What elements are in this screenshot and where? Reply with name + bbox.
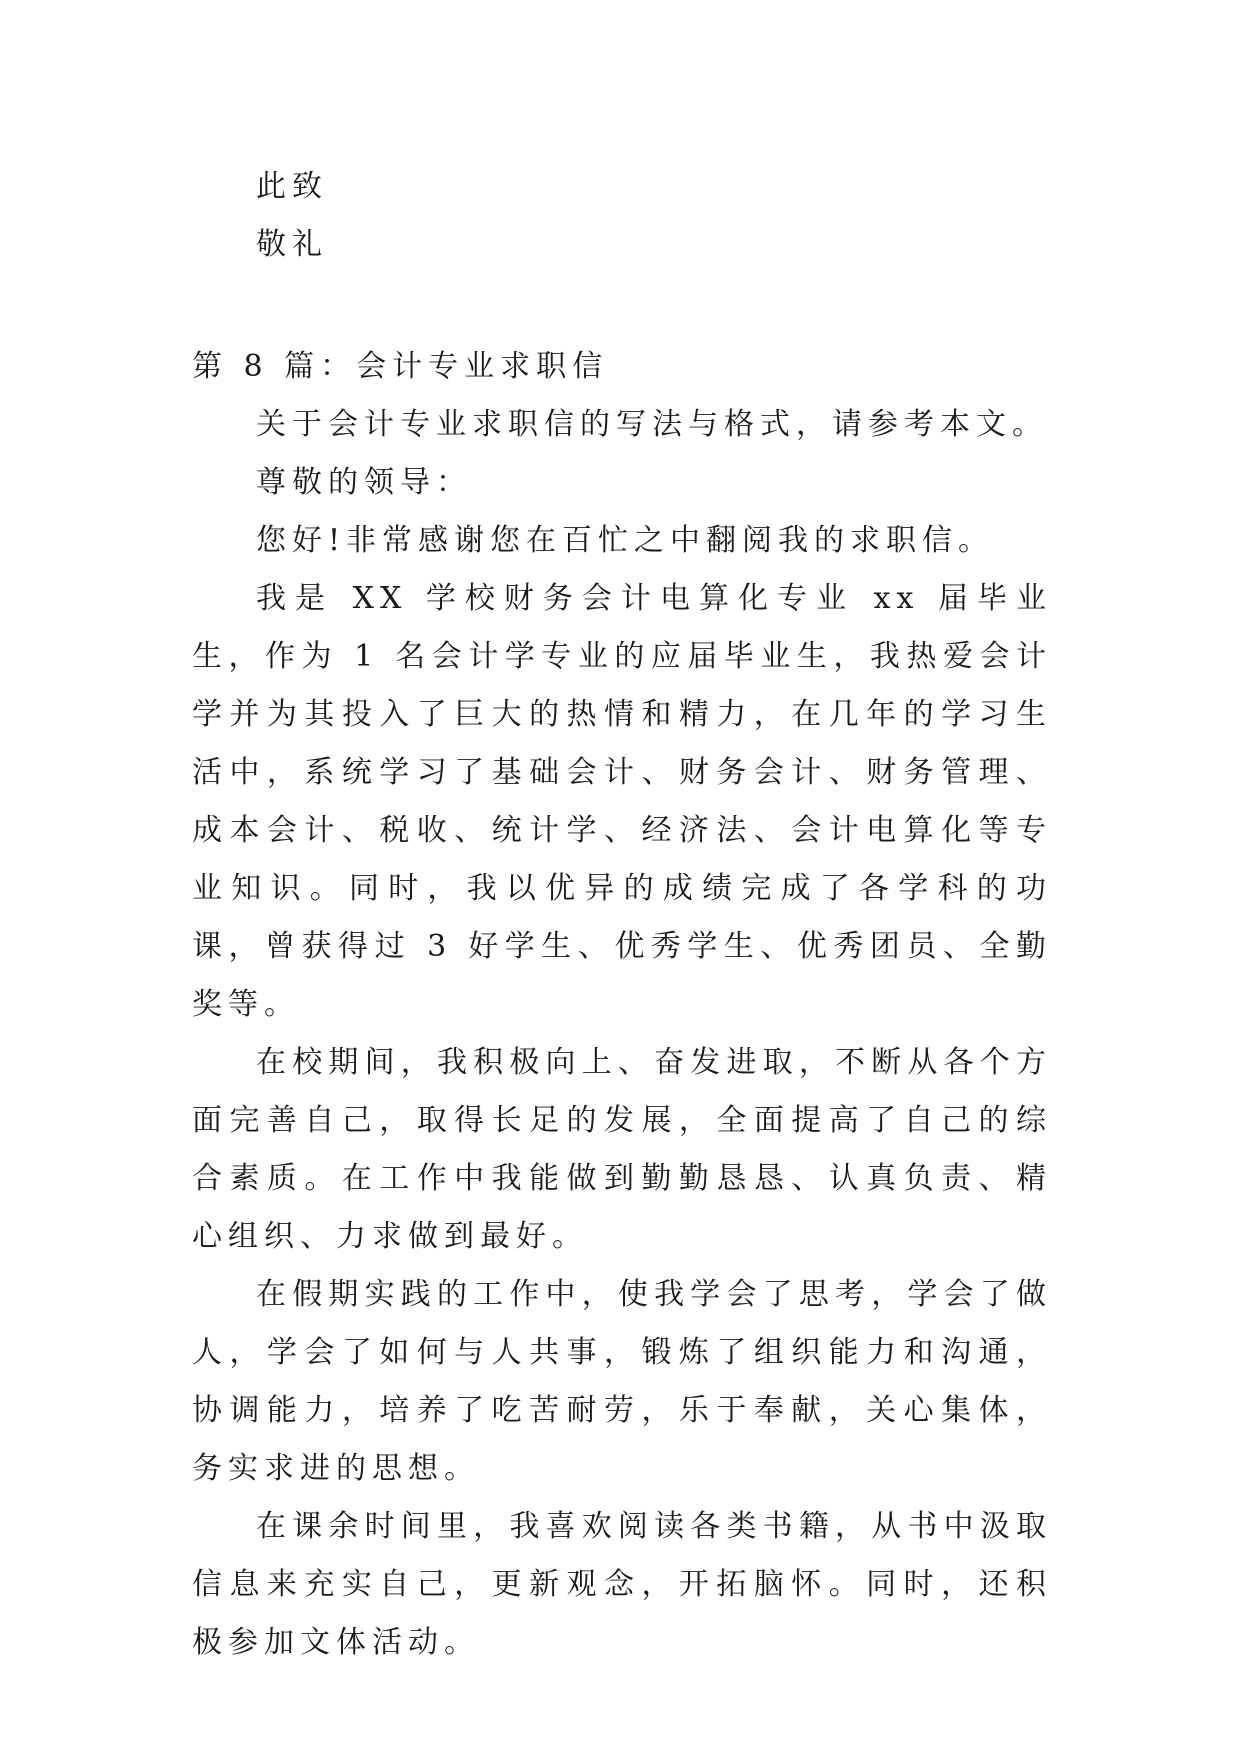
body-paragraph: 在校期间，我积极向上、奋发进取，不断从各个方面完善自己，取得长足的发展，全面提高了自己的综合素质。在工作中我能做到勤勤恳恳、认真负责、精心组织、力求做到最好。: [192, 1045, 1052, 1254]
article-title: 第 8 篇：会计专业求职信: [192, 349, 609, 384]
document-body: [192, 158, 1052, 1672]
closing-line-1: 此致: [256, 169, 328, 204]
closing-line-2: 敬礼: [256, 227, 328, 262]
body-paragraph: 在课余时间里，我喜欢阅读各类书籍，从书中汲取信息来充实自己，更新观念，开拓脑怀。同时，还积极参加文体活动。: [192, 1509, 1052, 1660]
body-paragraph: 我是 XX 学校财务会计电算化专业 xx 届毕业生，作为 1 名会计学专业的应届毕业生，我热爱会计学并为其投入了巨大的热情和精力，在几年的学习生活中，系统学习了基础会计、财务会计、财务管理、成本会计、税收、统计学、经济法、会计电算化等专业知识。同时，我以优异的成绩完成了各学科的功课，曾获得过 3 好学生、优秀学生、优秀团员、全勤奖等。: [192, 581, 1052, 1022]
article-intro: 关于会计专业求职信的写法与格式，请参考本文。: [256, 407, 1048, 442]
greeting: 您好!非常感谢您在百忙之中翻阅我的求职信。: [256, 523, 995, 558]
body-paragraph: 在假期实践的工作中，使我学会了思考，学会了做人，学会了如何与人共事，锻炼了组织能力和沟通，协调能力，培养了吃苦耐劳，乐于奉献，关心集体，务实求进的思想。: [192, 1277, 1052, 1486]
salutation: 尊敬的领导：: [256, 465, 472, 500]
